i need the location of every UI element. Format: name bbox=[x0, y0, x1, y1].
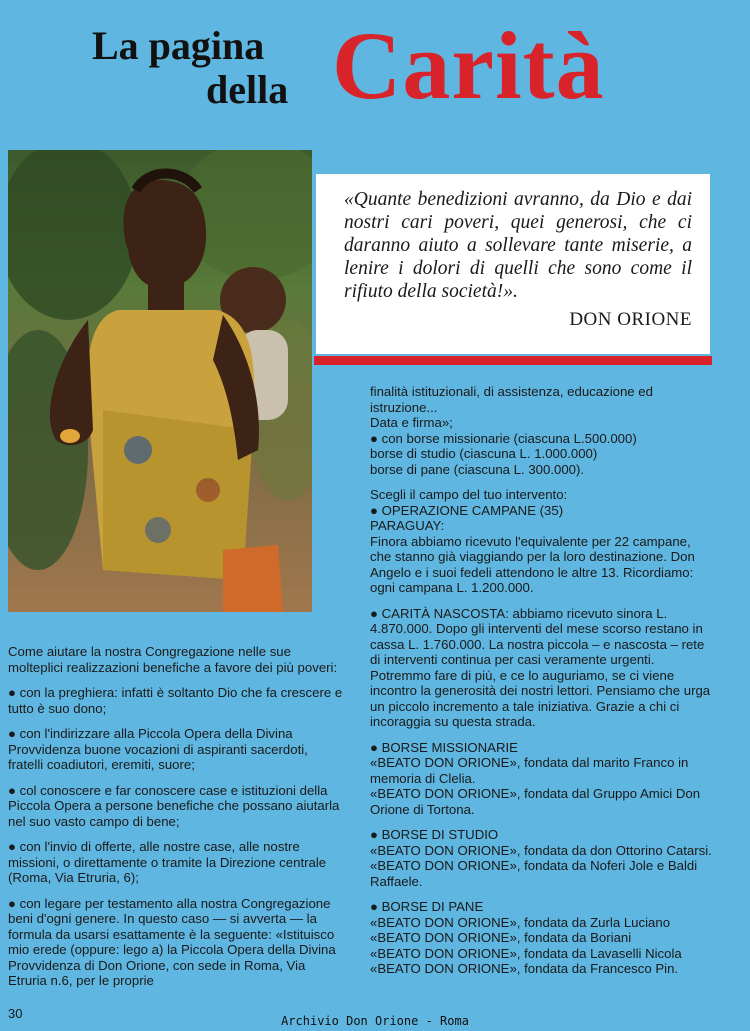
title-line-2: della bbox=[206, 67, 289, 112]
left-column bbox=[8, 644, 344, 989]
borse-intro: ● con borse missionarie (ciascuna L.500.000) bbox=[370, 430, 637, 446]
quote-box bbox=[316, 174, 710, 354]
campane-title: ● OPERAZIONE CAMPANE (35) bbox=[370, 502, 564, 518]
list-item: «BEATO DON ORIONE», fondata dal Gruppo Amici Don Orione di Tortona. bbox=[370, 786, 701, 817]
list-item: ● con legare per testamento alla nostra Congregazione beni d'ogni genere. In questo caso — si avverta — la formula da usarsi esattamente è la seguente: «Istituisco mio erede (oppure: lego a) la Piccola Opera della Divina Provvidenza di Don Orione, con sede in Roma, Via Etruria n.6, per le proprie bbox=[8, 895, 336, 988]
children-photo bbox=[8, 150, 312, 612]
list-item: ● con l'indirizzare alla Piccola Opera della Divina Provvidenza buone vocazioni di aspiranti sacerdoti, fratelli coadiutori, eremiti, suore; bbox=[8, 726, 308, 772]
borse-pane-price: borse di pane (ciascuna L. 300.000). bbox=[370, 461, 585, 477]
list-item: «BEATO DON ORIONE», fondata da Boriani bbox=[370, 930, 632, 945]
list-item: ● col conoscere e far conoscere case e istituzioni della Piccola Opera a persone benefiche che possano aiutarla nel suo vasto campo di bene; bbox=[8, 782, 340, 829]
scegli-heading: Scegli il campo del tuo intervento: bbox=[370, 487, 568, 502]
list-item: «BEATO DON ORIONE», fondata da Zurla Luciano bbox=[370, 914, 671, 930]
date-signature: Data e firma»; bbox=[370, 415, 453, 430]
borse-pane-title: ● BORSE DI PANE bbox=[370, 899, 484, 914]
title-line-1: La pagina bbox=[92, 23, 265, 68]
page-title: Carità bbox=[332, 12, 605, 119]
intro-paragraph: Come aiutare la nostra Congregazione nelle sue molteplici realizzazioni benefiche a favore dei più poveri: bbox=[8, 644, 338, 675]
list-item: «BEATO DON ORIONE», fondata da Francesco Pin. bbox=[370, 961, 679, 976]
campane-text: Finora abbiamo ricevuto l'equivalente per 22 campane, che stanno già viaggiando per la loro destinazione. Don Angelo e i suoi fedeli attendono le altre 13. Ricordiamo: ogni campana L. 1.200.000. bbox=[370, 533, 695, 595]
borse-studio-title: ● BORSE DI STUDIO bbox=[370, 827, 499, 842]
red-divider bbox=[314, 356, 712, 365]
list-item: ● con la preghiera: infatti è soltanto Dio che fa crescere e tutto è suo dono; bbox=[8, 685, 343, 716]
list-item: ● con l'invio di offerte, alle nostre case, alle nostre missioni, o direttamente o tramite la Direzione centrale (Roma, Via Etruria, 6); bbox=[8, 839, 327, 885]
list-item: «BEATO DON ORIONE», fondata da Lavaselli Nicola bbox=[370, 945, 682, 961]
archive-credit: Archivio Don Orione - Roma bbox=[281, 1014, 469, 1028]
page-number: 30 bbox=[8, 1006, 23, 1021]
right-column bbox=[370, 384, 714, 977]
list-item: «BEATO DON ORIONE», fondata da Noferi Jole e Baldi Raffaele. bbox=[370, 858, 698, 889]
borse-studio-price: borse di studio (ciascuna L. 1.000.000) bbox=[370, 446, 598, 461]
continuation-text: finalità istituzionali, di assistenza, educazione ed istruzione... bbox=[370, 384, 653, 415]
list-item: «BEATO DON ORIONE», fondata dal marito Franco in memoria di Clelia. bbox=[370, 755, 689, 786]
carita-nascosta-text: ● CARITÀ NASCOSTA: abbiamo ricevuto sinora L. 4.870.000. Dopo gli interventi del mese scorso restano in cassa L. 1.760.000. La nostra piccola – e nascosta – rete di interventi continua per casi veramente urgenti. Potremmo fare di più, e ce lo auguriamo, se ci viene incontro la generosità dei nostri lettori. Pensiamo che urga un piccolo incremento a tale iniziativa. Grazie a chi ci incoraggia su questa strada. bbox=[370, 605, 711, 729]
quote-author: DON ORIONE bbox=[569, 309, 692, 330]
photo-illustration bbox=[8, 150, 312, 612]
quote-text: «Quante benedizioni avranno, da Dio e dai nostri cari poveri, quei generosi, che ci daranno aiuto a sollevare tante miserie, a lenire i dolori di quelli che sono come il rifiuto della società!». bbox=[344, 189, 692, 302]
list-item: «BEATO DON ORIONE», fondata da don Ottorino Catarsi. bbox=[370, 842, 712, 858]
borse-missionarie-title: ● BORSE MISSIONARIE bbox=[370, 739, 518, 755]
paraguay-label: PARAGUAY: bbox=[370, 518, 445, 533]
